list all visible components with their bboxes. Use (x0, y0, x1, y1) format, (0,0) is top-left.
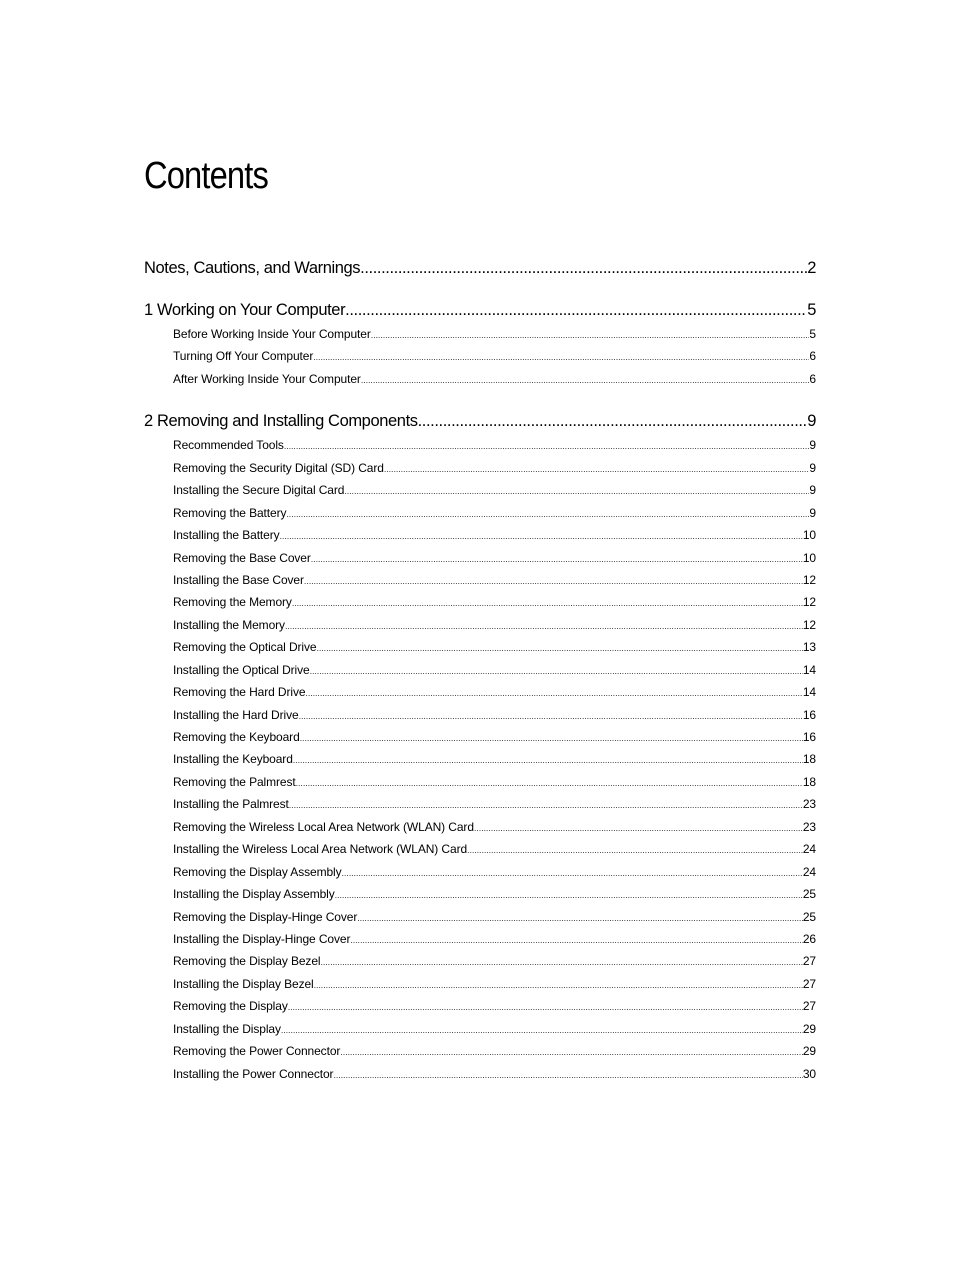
toc-page-number: 6 (809, 349, 816, 364)
toc-page-number: 27 (802, 954, 816, 969)
toc-entry-label: Installing the Secure Digital Card (173, 483, 345, 498)
toc-entry[interactable] (144, 950, 816, 972)
toc-entry-label: Removing the Memory (173, 595, 292, 610)
dot-leader (281, 1019, 803, 1040)
toc-entry[interactable] (144, 457, 816, 479)
dot-leader (314, 974, 803, 995)
toc-page-number: 9 (809, 460, 816, 475)
toc-entry-label: Turning Off Your Computer (173, 349, 314, 364)
toc-entry-label: Installing the Keyboard (173, 752, 293, 767)
toc-page-number: 26 (802, 931, 816, 946)
toc-entry[interactable] (144, 704, 816, 726)
toc-entry-label: Removing the Power Connector (173, 1044, 341, 1059)
toc-chapter-2[interactable] (144, 408, 816, 434)
toc-page-number: 23 (802, 819, 816, 834)
toc-page-number: 24 (802, 842, 816, 857)
dot-leader (320, 951, 802, 972)
toc-entry-label: Installing the Display Bezel (173, 976, 314, 991)
dot-leader (342, 862, 803, 883)
dot-leader (293, 749, 803, 770)
dot-leader (345, 297, 807, 323)
toc-entry[interactable] (144, 1040, 816, 1062)
toc-entry-label: Removing the Security Digital (SD) Card (173, 460, 384, 475)
toc-entry[interactable] (144, 973, 816, 995)
toc-page-number: 12 (802, 595, 816, 610)
dot-leader (280, 525, 803, 546)
toc-page-number: 23 (802, 797, 816, 812)
dot-leader (361, 369, 810, 390)
toc-page-number: 5 (809, 327, 816, 341)
toc-page-number: 2 (807, 259, 816, 277)
toc-entry-label: Removing the Battery (173, 505, 287, 520)
dot-leader (360, 255, 807, 281)
toc-page-number: 9 (809, 483, 816, 498)
toc-entry-label: Installing the Battery (173, 528, 280, 543)
toc-entry-label: Installing the Power Connector (173, 1066, 334, 1081)
toc-entry[interactable] (144, 995, 816, 1017)
toc-entry-label: Removing the Base Cover (173, 550, 311, 565)
toc-page-number: 12 (802, 572, 816, 587)
toc-entry-label: Removing the Optical Drive (173, 640, 317, 655)
toc-page-number: 9 (809, 505, 816, 520)
toc-entry[interactable] (144, 861, 816, 883)
toc-entry-label: Removing the Display Bezel (173, 954, 321, 969)
toc-entry[interactable] (144, 1018, 816, 1040)
dot-leader (305, 682, 802, 703)
toc-page-number: 18 (802, 774, 816, 789)
toc-chapter-2-entries (144, 434, 816, 1085)
toc-chapter-notes[interactable] (144, 255, 816, 281)
toc-entry-label: Recommended Tools (173, 438, 284, 453)
toc-page-number: 5 (807, 301, 816, 319)
toc-page-number: 29 (802, 1044, 816, 1059)
toc-entry-label: Removing the Keyboard (173, 730, 300, 744)
dot-leader (344, 480, 809, 501)
toc-entry-label: Removing the Display Assembly (173, 864, 342, 879)
toc-entry-label: Removing the Display-Hinge Cover (173, 909, 358, 924)
toc-entry-label: Removing the Display (173, 999, 288, 1014)
page-title: Contents (144, 155, 268, 197)
dot-leader (316, 637, 802, 658)
dot-leader (371, 324, 810, 345)
dot-leader (286, 503, 809, 524)
toc-entry[interactable] (144, 614, 816, 636)
dot-leader (384, 458, 810, 479)
dot-leader (284, 435, 810, 456)
dot-leader (288, 996, 803, 1017)
toc-page-number: 16 (802, 730, 816, 744)
toc-entry[interactable] (144, 636, 816, 658)
toc-entry-label: Installing the Display-Hinge Cover (173, 931, 351, 946)
toc-page-number: 18 (802, 752, 816, 767)
toc-entry-label: Removing the Wireless Local Area Network (WLAN) Card (173, 819, 474, 834)
dot-leader (467, 839, 803, 860)
toc-entry[interactable] (144, 345, 816, 367)
dot-leader (418, 408, 808, 434)
toc-entry[interactable] (144, 659, 816, 681)
dot-leader (313, 346, 809, 367)
toc-entry[interactable] (144, 748, 816, 770)
toc-entry[interactable] (144, 681, 816, 703)
toc-page-number: 6 (809, 371, 816, 386)
toc-entry-label: Installing the Display Assembly (173, 887, 335, 902)
toc-entry[interactable] (144, 524, 816, 546)
toc-entry-label: Removing the Palmrest (173, 774, 296, 789)
dot-leader (292, 592, 803, 613)
toc-entry-label: Installing the Palmrest (173, 797, 289, 812)
toc-page-number: 27 (802, 976, 816, 991)
toc-entry[interactable] (144, 1063, 816, 1085)
toc-entry[interactable] (144, 793, 816, 815)
toc-page-number: 10 (802, 550, 816, 565)
dot-leader (335, 884, 803, 905)
toc-page-number: 30 (802, 1066, 816, 1081)
dot-leader (285, 615, 803, 636)
toc-entry[interactable] (144, 928, 816, 950)
toc-page-number: 25 (802, 887, 816, 902)
dot-leader (357, 907, 803, 928)
toc-entry[interactable] (144, 368, 816, 390)
dot-leader (340, 1041, 803, 1062)
toc-page-number: 13 (802, 640, 816, 655)
toc-entry[interactable] (144, 883, 816, 905)
toc-page-number: 14 (802, 662, 816, 677)
dot-leader (296, 772, 803, 793)
toc-entry[interactable] (144, 771, 816, 793)
toc-entry-label: Installing the Optical Drive (173, 662, 310, 677)
toc-entry[interactable] (144, 591, 816, 613)
toc-entry[interactable] (144, 906, 816, 928)
spacer (144, 281, 816, 297)
dot-leader (289, 794, 803, 815)
toc-page-number: 16 (802, 707, 816, 722)
dot-leader (299, 705, 803, 726)
toc-chapter-label: 1 Working on Your Computer (144, 301, 346, 319)
dot-leader (311, 548, 803, 569)
toc-page-number: 29 (802, 1021, 816, 1036)
dot-leader (333, 1064, 802, 1085)
toc-entry[interactable] (144, 816, 816, 838)
toc-page-number: 14 (802, 685, 816, 700)
toc-chapter-label: 2 Removing and Installing Components (144, 412, 418, 431)
dot-leader (300, 727, 803, 748)
toc-chapter-label: Notes, Cautions, and Warnings (144, 259, 361, 277)
toc-entry-label: Installing the Base Cover (173, 572, 304, 587)
toc-entry-label: Before Working Inside Your Computer (173, 327, 371, 341)
toc-entry[interactable] (144, 502, 816, 524)
dot-leader (350, 929, 802, 950)
toc-entry[interactable] (144, 547, 816, 569)
toc-entry[interactable] (144, 479, 816, 501)
dot-leader (310, 660, 803, 681)
toc-page-number: 25 (802, 909, 816, 924)
spacer (144, 390, 816, 408)
toc-entry[interactable] (144, 569, 816, 591)
table-of-contents (144, 255, 816, 1085)
dot-leader (304, 570, 803, 591)
toc-chapter-1-entries (144, 323, 816, 390)
toc-page-number: 10 (802, 528, 816, 543)
toc-entry[interactable] (144, 726, 816, 748)
toc-page-number: 24 (802, 864, 816, 879)
toc-page-number: 9 (807, 412, 816, 431)
dot-leader (474, 817, 803, 838)
toc-entry-label: Installing the Hard Drive (173, 707, 299, 722)
toc-entry-label: Installing the Wireless Local Area Network (WLAN) Card (173, 842, 468, 857)
toc-page-number: 12 (802, 617, 816, 632)
toc-entry[interactable] (144, 434, 816, 456)
toc-entry-label: Installing the Memory (173, 617, 285, 632)
toc-entry[interactable] (144, 838, 816, 860)
toc-chapter-1[interactable] (144, 297, 816, 323)
toc-entry[interactable] (144, 323, 816, 345)
toc-entry-label: Installing the Display (173, 1021, 281, 1036)
toc-entry-label: After Working Inside Your Computer (173, 371, 361, 386)
toc-entry-label: Removing the Hard Drive (173, 685, 306, 700)
toc-page-number: 27 (802, 999, 816, 1014)
toc-page-number: 9 (809, 438, 816, 453)
